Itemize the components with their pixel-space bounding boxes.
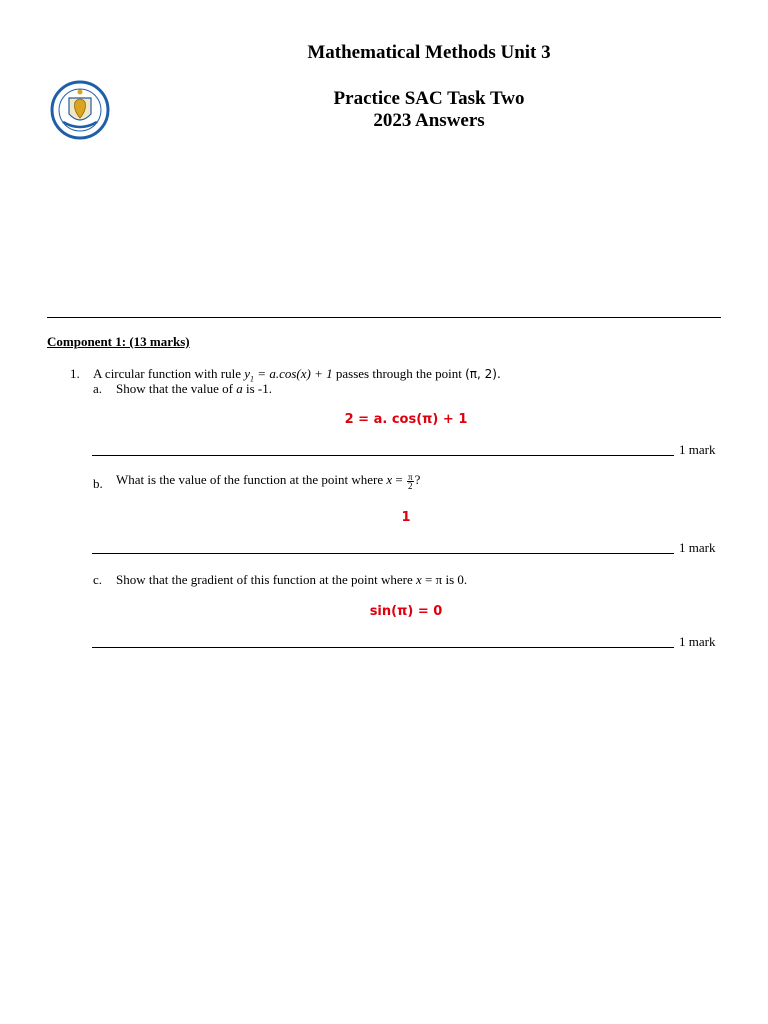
part-a-answer: 2 = a. cos(π) + 1 xyxy=(344,412,468,427)
part-c-letter: c. xyxy=(93,572,103,587)
part-a-marks: 1 mark xyxy=(679,442,716,457)
point-coordinates: (π, 2). xyxy=(465,367,501,381)
intro-prefix: A circular function with rule xyxy=(93,366,245,381)
part-c-marks: 1 mark xyxy=(679,634,716,649)
intro-suffix: passes through the point xyxy=(332,366,466,381)
pi-over-two-fraction: $\frac{\pi}{2}$ xyxy=(408,471,413,491)
document-title: Mathematical Methods Unit 3 xyxy=(307,42,551,63)
rule-expression: = a.cos(x) + 1 xyxy=(254,366,333,381)
part-c-question: Show that the gradient of this function at the point where x = π is 0. xyxy=(116,572,468,587)
part-b-letter: b. xyxy=(93,476,103,491)
part-b-marks: 1 mark xyxy=(679,540,716,555)
document-subtitle: Practice SAC Task Two xyxy=(333,88,525,109)
rule-y: y xyxy=(244,366,251,381)
crest-icon xyxy=(49,80,111,140)
school-crest-logo xyxy=(49,80,111,140)
rule-subscript: 1 xyxy=(250,374,255,384)
part-c-answer-line xyxy=(92,647,674,648)
part-a-question: Show that the value of a is -1. xyxy=(116,381,272,396)
section-divider xyxy=(47,317,721,318)
part-b-answer: 1 xyxy=(401,510,411,525)
part-b-question: What is the value of the function at the point where x = $\frac{\pi}{2}$ ? xyxy=(116,471,421,491)
part-a-letter: a. xyxy=(93,381,103,396)
part-a-answer-line xyxy=(92,455,674,456)
part-c-answer: sin(π) = 0 xyxy=(369,604,443,619)
question-number: 1. xyxy=(70,366,80,381)
document-year-answers: 2023 Answers xyxy=(373,110,485,131)
component-heading: Component 1: (13 marks) xyxy=(47,334,190,349)
part-b-answer-line xyxy=(92,553,674,554)
